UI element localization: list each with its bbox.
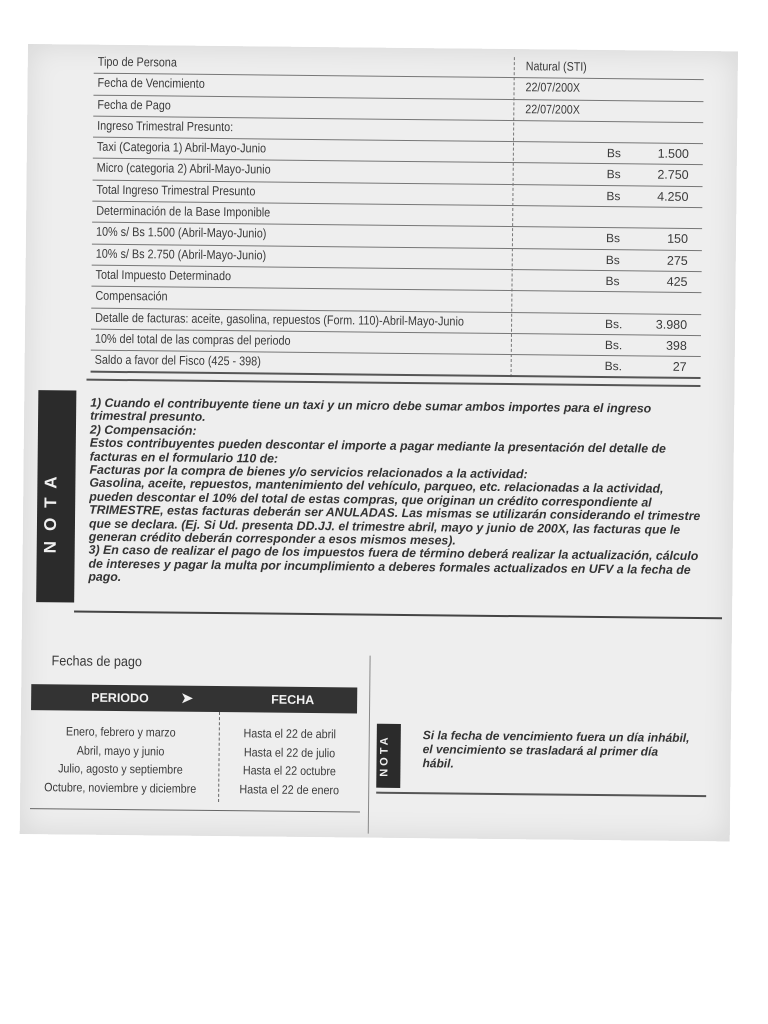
row-label: 10% s/ Bs 2.750 (Abril-Mayo-Junio) (95, 246, 267, 263)
row-currency: Bs. (605, 316, 623, 331)
row-amount: 275 (666, 253, 688, 268)
row-currency: Bs (605, 252, 620, 267)
nota-box-secondary (376, 724, 707, 795)
nota-line: 1) Cuando el contribuyente tiene un taxi y un micro debe sumar ambos importes para el ingreso trimestral presunto. (90, 395, 652, 425)
nota-line: Facturas por la compra de bienes y/o servicios relacionados a la actividad: (89, 462, 528, 482)
nota-line: 2) Compensación: (89, 422, 197, 438)
divider-line (30, 808, 360, 812)
periodo-cell: Abril, mayo y junio (76, 743, 165, 758)
column-header-periodo: PERIODO (91, 690, 149, 706)
row-amount: 150 (667, 232, 689, 247)
row-label: Determinación de la Base Imponible (96, 203, 271, 220)
periodo-cell: Julio, agosto y septiembre (58, 761, 183, 777)
column-header-fecha: FECHA (271, 692, 315, 708)
row-currency: Bs (606, 188, 621, 203)
row-label: 10% del total de las compras del periodo (94, 331, 291, 348)
section-title: Fechas de pago (51, 652, 142, 670)
row-label: Micro (categoria 2) Abril-Mayo-Junio (96, 161, 271, 178)
row-label: Compensación (95, 288, 168, 304)
row-label: Ingreso Trimestral Presunto: (97, 118, 234, 135)
row-label: Taxi (Categoria 1) Abril-Mayo-Junio (96, 139, 267, 156)
fecha-cell: Hasta el 22 de enero (239, 781, 340, 797)
row-currency: Bs (606, 146, 621, 161)
fecha-cell: Hasta el 22 de julio (243, 744, 336, 760)
periodo-cell: Octubre, noviembre y diciembre (44, 779, 197, 796)
row-label: Saldo a favor del Fisco (425 - 398) (94, 352, 261, 369)
table-row (30, 780, 356, 802)
fecha-cell: Hasta el 22 de abril (243, 726, 337, 742)
row-label: Total Ingreso Trimestral Presunto (96, 182, 256, 199)
payment-dates-table (30, 684, 357, 801)
column-separator (368, 656, 371, 834)
nota-line: Estos contribuyentes pueden descontar el importe a pagar mediante la presentación del detalle de facturas en el formulario 110 de: (89, 435, 666, 466)
row-amount: 4.250 (657, 189, 689, 204)
row-currency: Bs. (604, 337, 623, 353)
row-label: Total Impuesto Determinado (95, 267, 232, 284)
fecha-cell: Hasta el 22 octubre (242, 763, 336, 779)
row-value: Natural (STI) (525, 59, 587, 74)
row-label: Detalle de facturas: aceite, gasolina, repuestos (Form. 110)-Abril-Mayo-Junio (95, 310, 465, 329)
divider-line (86, 379, 700, 387)
periodo-cell: Enero, febrero y marzo (65, 724, 176, 740)
row-value: 22/07/200X (525, 80, 581, 96)
row-currency: Bs (605, 231, 621, 246)
row-value: 22/07/200X (525, 101, 580, 117)
row-label: Fecha de Vencimiento (97, 76, 205, 92)
divider-line (376, 792, 706, 797)
nota-sidebar (376, 724, 401, 788)
row-amount: 425 (666, 274, 688, 289)
divider-line (74, 611, 722, 620)
row-currency: Bs (605, 274, 620, 289)
nota-line: 3) En caso de realizar el pago de los impuestos fuera de término deberá realizar la actualización, cálculo de intereses y pagar la multa por incumplimiento a deberes formales actualizados en UFV a la fecha de pago. (88, 543, 699, 585)
tax-table (91, 53, 704, 380)
row-currency: Bs. (604, 359, 623, 374)
nota-text: Si la fecha de vencimiento fuera un día inhábil, el vencimiento se trasladará al primer día hábil. (422, 728, 690, 771)
nota-line: Gasolina, aceite, repuestos, mantenimiento del vehículo, parqueo, etc. relacionadas a la actividad, pueden descontar el 10% del total de estas compras, que originan un crédito correspondiente al TRIMESTRE, estas facturas deberán ser ANULADAS. Las mismas se utilizarán considerando el trimestre que se declara. (Ej. Si Ud. presenta DD.JJ. el trimestre abril, mayo y junio de 200X, las facturas que le generan crédito deberán corresponder a esos mismos meses). (88, 476, 701, 548)
nota-label: NOTA (40, 466, 61, 554)
nota-text (88, 397, 710, 591)
row-label: 10% s/ Bs 1.500 (Abril-Mayo-Junio) (95, 225, 267, 241)
row-amount: 398 (665, 338, 687, 353)
arrow-icon: ➤ (181, 689, 193, 706)
row-amount: 2.750 (657, 168, 689, 183)
nota-box (36, 390, 710, 609)
row-label: Tipo de Persona (97, 54, 177, 70)
table-header (31, 684, 357, 713)
row-amount: 3.980 (655, 317, 688, 332)
row-amount: 1.500 (657, 146, 689, 162)
row-amount: 27 (672, 359, 687, 375)
row-currency: Bs (606, 167, 621, 182)
document-page (20, 44, 738, 841)
row-label: Fecha de Pago (97, 97, 171, 113)
nota-sidebar (36, 390, 76, 602)
nota-label: NOTA (378, 734, 391, 778)
